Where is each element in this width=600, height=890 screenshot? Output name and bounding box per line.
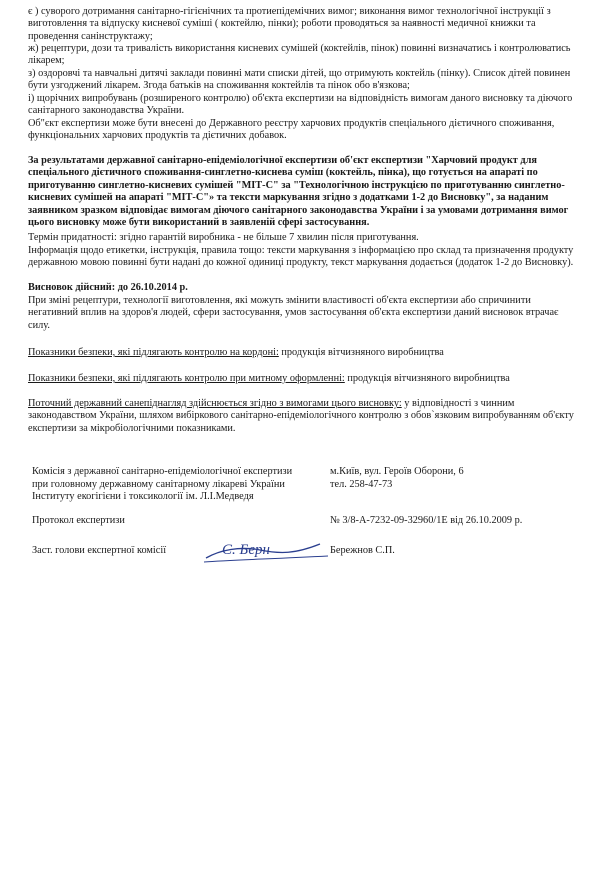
border-control-value: продукція вітчизняного виробництва: [278, 347, 444, 358]
border-control-line: [28, 347, 580, 359]
commission-line-1: Комісія з державної санітарно-епідеміологічної експертизи: [32, 466, 293, 477]
protocol-number: № 3/8-А-7232-09-32960/1Е від 26.10.2009 р.: [330, 515, 523, 526]
phone-line: тел. 258-47-73: [330, 478, 393, 490]
label-info-paragraph: Інформація щодо етикетки, інструкція, правила тощо: тексти маркування з інформацією про склад та призначення продукту державною мовою повинні бути надані до кожної одиниці продукту, текст маркування додається (додаток 1-2 до Висновку).: [28, 245, 574, 269]
address-block: [330, 466, 464, 491]
border-control-label: Показники безпеки, які підлягають контролю на кордоні:: [28, 347, 279, 358]
supervision-paragraph: [28, 398, 580, 435]
paragraph-i: і) щорічних випробувань (розширеного контролю) об'єкта експертизи на відповідність вимогам даного висновку та діючого санітарного законодавства України.: [28, 93, 573, 117]
conclusion-paragraph: За результатами державної санітарно-епідеміологічної експертизи об'єкт експертизи "Харчовий продукт для спеціального дієтичного споживання-синглетно-киснева суміш (коктейль, пінка), що готується на апараті по приготуванню синглетно-кисневих сумішей "МІТ-С" за "Технологічною інструкцією по приготуванню синглетно-кисневих сумішей на апараті "МІТ-С"» та тексти маркування згідно з додатками 1-2 до Висновку", за наданим заявником зразком відповідає вимогам діючого санітарного законодавства України і за умовами дотримання вимог цього висновку може бути використаний в заявленій сфері застосування.: [28, 155, 569, 229]
shelf-life-line: Термін придатності: згідно гарантій виробника - не більше 7 хвилин після приготування.: [28, 232, 419, 243]
customs-control-label: Показники безпеки, які підлягають контролю при митному оформленні:: [28, 373, 345, 384]
change-conditions-paragraph: При зміні рецептури, технології виготовлення, які можуть змінити властивості об'єкта експертизи або спричинити негативний вплив на здоров'я людей, сфери застосування, умов застосування об'єкта експертизи даний висновок втрачає силу.: [28, 295, 559, 331]
paragraph-zh: ж) рецептури, дози та тривалість використання кисневих сумішей (коктейлів, пінок) повинні визначатись і контролюватись лікарем;: [28, 43, 571, 67]
supervision-value: у відповідності з чинним законодавством України, шляхом вибіркового санітарно-епідеміологічного контролю з обов`язковим випробуванням об'єкту експертизи за мікробіологічними показниками.: [28, 398, 574, 434]
customs-control-value: продукція вітчизняного виробництва: [344, 373, 510, 384]
commission-block: [32, 466, 292, 504]
deputy-head-label: Заст. голови експертної комісії: [32, 545, 167, 556]
signature-icon: [200, 532, 340, 568]
paragraph-z: з) оздоровчі та навчальні дитячі заклади повинні мати списки дітей, що отримують коктейль (пінку). Список дітей повинен бути узгоджений лікарем. Згода батьків на споживання коктейлів та пінок обо в'язкова;: [28, 68, 571, 92]
commission-line-3: Інституту екогігієни і токсикології ім. Л.І.Медведя: [32, 491, 254, 503]
paragraph-e: є ) суворого дотримання санітарно-гігієнічних та протиепідемічних вимог; виконання вимог технологічної інструкції з виготовлення та відпуску кисневої суміші ( коктейлю, пінки); роботи проводяться за наявності медичної книжки та проведення санінструктажу;: [28, 6, 551, 42]
signature-text: С. Берн: [222, 542, 270, 558]
deputy-head-name: Бережнов С.П.: [330, 545, 395, 556]
address-line: м.Київ, вул. Героїв Оборони, 6: [330, 466, 464, 477]
paragraph-registry: Об"єкт експертизи може бути внесені до Державного реєстру харчових продуктів спеціального дієтичного споживання, функціональних харчових продуктів та дієтичних добавок.: [28, 118, 555, 142]
supervision-label: Поточний державний санепіднагляд здійснюється згідно з вимогами цього висновку:: [28, 398, 402, 409]
customs-control-line: [28, 373, 580, 385]
protocol-label: Протокол експертизи: [32, 515, 125, 526]
commission-line-2: при головному державному санітарному лікареві України: [32, 478, 285, 490]
validity-line: Висновок дійсний: до 26.10.2014 р.: [28, 282, 188, 293]
